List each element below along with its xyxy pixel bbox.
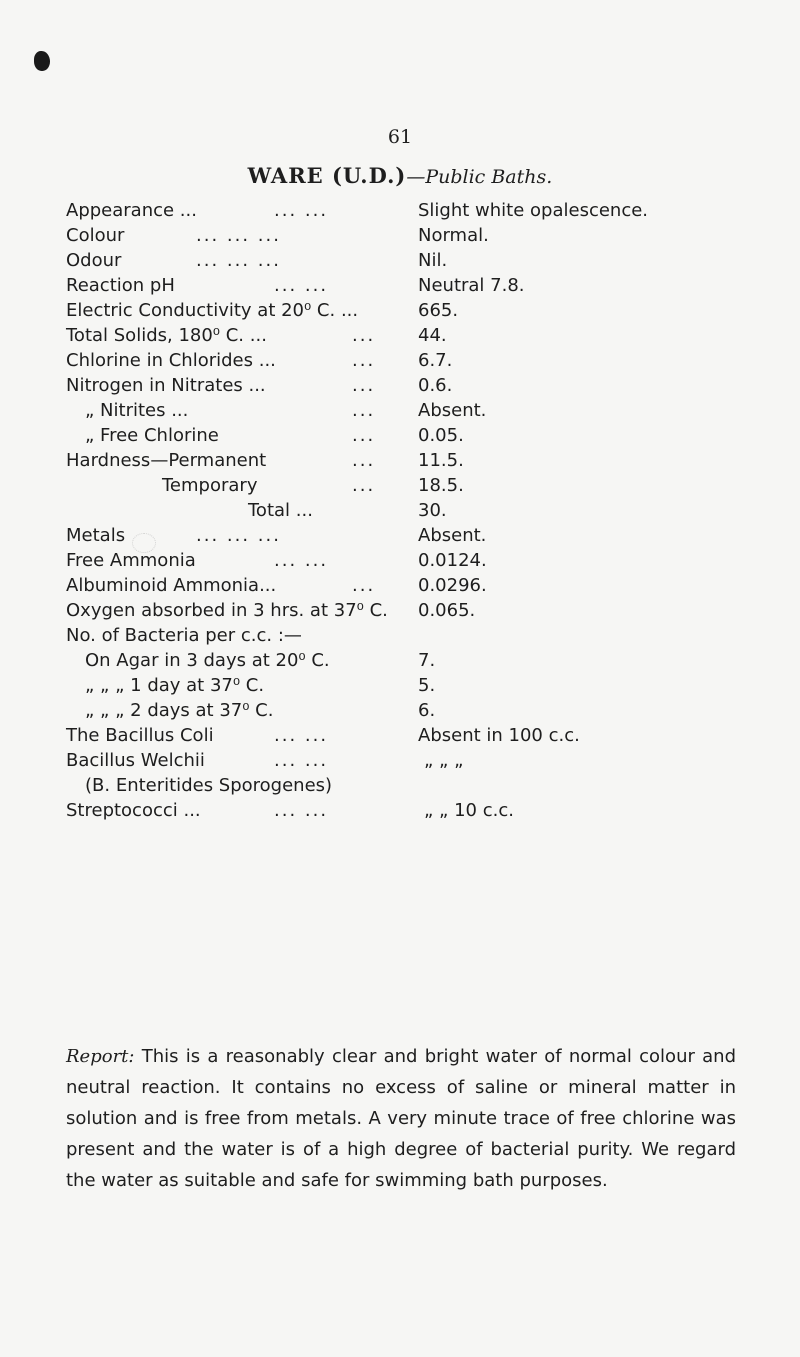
row-label: Nitrogen in Nitrates ... (66, 375, 266, 396)
row-label: No. of Bacteria per c.c. :— (66, 625, 302, 646)
row-value: 665. (418, 300, 459, 321)
row-value: 6. (418, 700, 436, 721)
row-bacteria-heading (66, 623, 766, 648)
row-label: On Agar in 3 days at 20⁰ C. (85, 650, 330, 671)
row-label: Chlorine in Chlorides ... (66, 350, 276, 371)
row-label: „ „ „ 1 day at 37⁰ C. (85, 675, 265, 696)
leader-dots: ... (352, 425, 376, 446)
row-value: 11.5. (418, 450, 464, 471)
row-value: 5. (418, 675, 436, 696)
leader-dots: ... (352, 450, 376, 471)
row-label: Bacillus Welchii (66, 750, 205, 771)
analysis-table (66, 198, 766, 823)
row-chlorine-in-chlorides (66, 348, 766, 373)
row-streptococci (66, 798, 766, 823)
row-value: 7. (418, 650, 436, 671)
row-electric-conductivity (66, 298, 766, 323)
row-hardness-total (66, 498, 766, 523)
report-label: Report: (66, 1046, 135, 1067)
leader-dots: ... ... (274, 800, 329, 821)
leader-dots: ... ... (274, 275, 329, 296)
row-value: „ „ „ (424, 750, 464, 771)
row-value: Normal. (418, 225, 489, 246)
page-title (0, 163, 800, 188)
row-odour (66, 248, 766, 273)
row-value: Absent. (418, 525, 487, 546)
report-paragraph (66, 1041, 736, 1196)
row-label: Albuminoid Ammonia... (66, 575, 277, 596)
row-value: 0.0124. (418, 550, 487, 571)
leader-dots: ... (352, 400, 376, 421)
row-appearance (66, 198, 766, 223)
row-free-chlorine (66, 423, 766, 448)
leader-dots: ... ... ... (196, 525, 281, 546)
row-nitrites (66, 398, 766, 423)
report-text: This is a reasonably clear and bright water of normal colour and neutral reaction. It contains no excess of saline or mineral matter in solution and is free from metals. A very minute trace of free chlorine was present and the water is of a high degree of bacterial purity. We regard the water as suitable and safe for swimming bath purposes. (66, 1046, 736, 1191)
leader-dots: ... ... (274, 200, 329, 221)
row-label: Electric Conductivity at 20⁰ C. ... (66, 300, 359, 321)
leader-dots: ... ... (274, 725, 329, 746)
row-value: 0.6. (418, 375, 453, 396)
page-number: 61 (387, 126, 413, 148)
row-total-solids (66, 323, 766, 348)
row-value: 18.5. (418, 475, 464, 496)
row-label: Free Ammonia (66, 550, 196, 571)
row-label: „ Free Chlorine (85, 425, 219, 446)
row-value: 0.05. (418, 425, 464, 446)
leader-dots: ... (352, 350, 376, 371)
row-label: Appearance ... (66, 200, 197, 221)
row-colour (66, 223, 766, 248)
title-main: WARE (U.D.) (247, 163, 407, 188)
row-albuminoid-ammonia (66, 573, 766, 598)
row-label: Oxygen absorbed in 3 hrs. at 37⁰ C. (66, 600, 388, 621)
leader-dots: ... (352, 325, 376, 346)
ink-blot (34, 51, 50, 71)
row-label: „ Nitrites ... (85, 400, 189, 421)
leader-dots: ... ... ... (196, 225, 281, 246)
row-metals (66, 523, 766, 548)
row-value: 6.7. (418, 350, 453, 371)
row-value: 0.065. (418, 600, 476, 621)
row-label: Temporary (162, 475, 258, 496)
row-label: Reaction pH (66, 275, 175, 296)
leader-dots: ... ... (274, 750, 329, 771)
row-agar-1-day (66, 673, 766, 698)
leader-dots: ... ... ... (196, 250, 281, 271)
leader-dots: ... ... (274, 550, 329, 571)
row-enteritides-sporogenes (66, 773, 766, 798)
row-bacillus-welchii (66, 748, 766, 773)
row-value: Nil. (418, 250, 448, 271)
row-label: Odour (66, 250, 122, 271)
row-value: Neutral 7.8. (418, 275, 525, 296)
leader-dots: ... (352, 475, 376, 496)
row-label: (B. Enteritides Sporogenes) (85, 775, 333, 796)
row-label: „ „ „ 2 days at 37⁰ C. (85, 700, 274, 721)
leader-dots: ... (352, 575, 376, 596)
row-value: 44. (418, 325, 447, 346)
row-value: Absent. (418, 400, 487, 421)
row-agar-2-days (66, 698, 766, 723)
row-value: „ „ 10 c.c. (424, 800, 514, 821)
row-label: Streptococci ... (66, 800, 201, 821)
row-hardness-temporary (66, 473, 766, 498)
title-sub: —Public Baths. (406, 166, 553, 188)
row-nitrogen-in-nitrates (66, 373, 766, 398)
row-value: 30. (418, 500, 447, 521)
row-label: Total Solids, 180⁰ C. ... (66, 325, 267, 346)
row-value: 0.0296. (418, 575, 487, 596)
row-reaction-ph (66, 273, 766, 298)
row-agar-3-days (66, 648, 766, 673)
row-label: Hardness—Permanent (66, 450, 267, 471)
leader-dots: ... (352, 375, 376, 396)
row-label: The Bacillus Coli (66, 725, 214, 746)
row-value: Absent in 100 c.c. (418, 725, 580, 746)
row-label: Total ... (248, 500, 313, 521)
row-free-ammonia (66, 548, 766, 573)
row-oxygen-absorbed (66, 598, 766, 623)
row-hardness-permanent (66, 448, 766, 473)
row-value: Slight white opalescence. (418, 200, 649, 221)
row-label: Metals (66, 525, 126, 546)
row-bacillus-coli (66, 723, 766, 748)
row-label: Colour (66, 225, 125, 246)
